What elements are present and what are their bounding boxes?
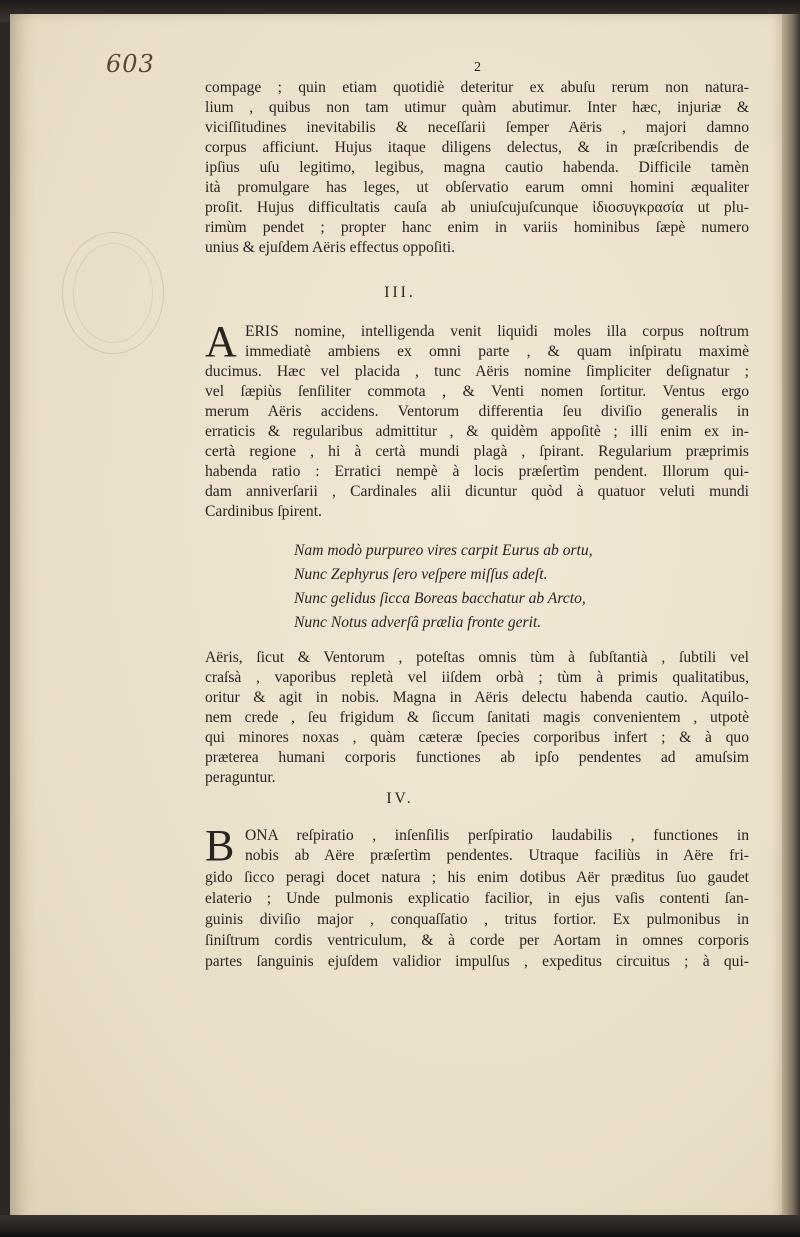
text-line: immediatè ambiens ex omni parte , & quam inſpiratu maximè <box>245 343 749 360</box>
text-line: guinis diviſio major , conquaſſatio , tritus fortior. Ex pulmonibus in <box>205 911 749 928</box>
text-line: viciſſitudines inevitabilis & neceſſarii ſemper Aëris , majori damno <box>205 119 749 136</box>
verse-line: Nunc Notus adverſâ prælia fronte gerit. <box>294 614 542 631</box>
text-line: merum Aëris accidens. Ventorum differentia ſeu diviſio generalis in <box>205 403 749 420</box>
drop-cap-initial: B <box>205 821 235 870</box>
verse-line: Nunc gelidus ſicca Boreas bacchatur ab Arcto, <box>294 590 586 607</box>
verse-line: Nam modò purpureo vires carpit Eurus ab ortu, <box>294 542 593 559</box>
text-line: Cardinibus ſpirent. <box>205 503 322 520</box>
text-line: proſit. Hujus difficultatis cauſa ab uniuſcujuſcunque ἰδιοσυγκρασία ut plu- <box>205 199 749 216</box>
handwritten-folio-number: 603 <box>106 50 155 78</box>
text-line: elaterio ; Unde pulmonis explicatio facilior, in ejus vaſis contenti ſan- <box>205 890 749 907</box>
text-line: ſiniſtrum cordis ventriculum, & à corde per Aortam in omnes corporis <box>205 932 749 949</box>
text-line: præterea humani corporis functiones ab ipſo pendentes ad amuſsim <box>205 749 749 766</box>
text-line: peraguntur. <box>205 769 276 786</box>
text-line: vel ſæpiùs ſenſiliter commota , & Venti nomen ſortitur. Ventus ergo <box>205 383 749 400</box>
text-line: nobis ab Aëre præſertìm pendentes. Utraque faciliùs in Aëre fri- <box>245 847 749 864</box>
text-line: habenda ratio : Erratici nempè à locis præſertìm pendent. Illorum qui- <box>205 463 749 480</box>
text-line: dam anniverſarii , Cardinales alii dicuntur quòd à quatuor veluti mundi <box>205 483 749 500</box>
book-bottom-edge <box>0 1215 800 1237</box>
text-line: corpus afficiunt. Hujus itaque diligens delectus, & in præſcribendis de <box>205 139 749 156</box>
text-line: certà regione , hi à certà mundi plagà , ſpirant. Regularium præprimis <box>205 443 749 460</box>
page-number: 2 <box>474 60 481 75</box>
text-line: unius & ejuſdem Aëris effectus oppoſiti. <box>205 239 456 256</box>
text-line: gido ſicco peragi docet natura ; his enim dotibus Aër præditus ſuo gaudet <box>205 869 749 886</box>
text-line: ità promulgare has leges, ut obſervatio earum omni homini æqualiter <box>205 179 749 196</box>
text-line: craſsà , vaporibus repletà vel iiſdem orbà ; tùm à primis qualitatibus, <box>205 669 749 686</box>
text-line: ipſius uſu legitimo, legibus, magna cautio habenda. Difficile tamèn <box>205 159 749 176</box>
verse-line: Nunc Zephyrus ſero veſpere miſſus adeſt. <box>294 566 548 583</box>
section-heading-3: III. <box>384 284 416 301</box>
text-line: partes ſanguinis ejuſdem validior impulſus , expeditus circuitus ; à qui- <box>205 953 749 970</box>
text-line: lium , quibus non tam utimur quàm abutimur. Inter hæc, injuriæ & <box>205 99 749 116</box>
text-line: nem crede , ſeu frigidum & ſiccum ſanitati magis convenientem , utpotè <box>205 709 749 726</box>
text-line: qui minores noxas , quàm cæteræ ſpecies corporibus infert ; & à quo <box>205 729 749 746</box>
text-line: rimùm pendet ; propter hanc enim in variis hominibus ſæpè numero <box>205 219 749 236</box>
book-fore-edge <box>782 14 800 1221</box>
text-line: oritur & agit in nobis. Magna in Aëris delectu habenda cautio. Aquilo- <box>205 689 749 706</box>
text-line: ERIS nomine, intelligenda venit liquidi moles illa corpus noſtrum <box>245 323 749 340</box>
text-line: erraticis & regularibus admittitur , & quidèm appoſitè ; illi enim ex in- <box>205 423 749 440</box>
drop-cap-initial: A <box>205 317 237 366</box>
text-line: Aëris, ſicut & Ventorum , poteſtas omnis tùm à ſubſtantià , ſubtili vel <box>205 649 749 666</box>
text-line: ducimus. Hæc vel placida , tunc Aëris nomine ſimpliciter deſignatur ; <box>205 363 749 380</box>
text-line: compage ; quin etiam quotidiè deteritur ex abuſu rerum non natura- <box>205 79 749 96</box>
text-line: ONA reſpiratio , inſenſilis perſpiratio laudabilis , functiones in <box>245 827 749 844</box>
section-heading-4: IV. <box>386 790 414 807</box>
